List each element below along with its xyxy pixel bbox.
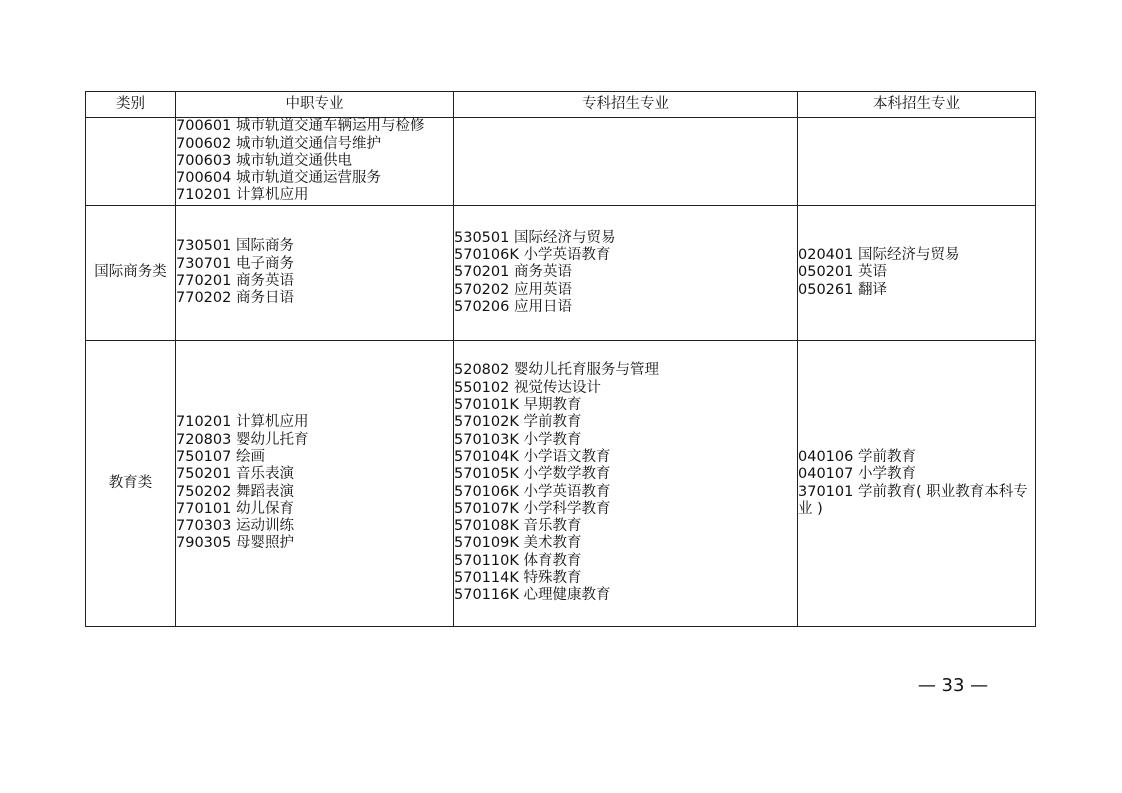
list-item: 570102K 学前教育 bbox=[454, 414, 582, 431]
list-item: 570206 应用日语 bbox=[454, 298, 572, 315]
undergraduate-cell bbox=[798, 118, 1036, 206]
header-junior-college: 专科招生专业 bbox=[454, 92, 798, 118]
undergraduate-cell bbox=[798, 341, 1036, 627]
list-item: 550102 视觉传达设计 bbox=[454, 379, 601, 396]
table-row bbox=[86, 341, 1036, 627]
list-item: 570110K 体育教育 bbox=[454, 552, 582, 569]
list-item: 040107 小学教育 bbox=[798, 466, 916, 483]
table-row bbox=[86, 118, 1036, 206]
list-item: 570114K 特殊教育 bbox=[454, 569, 582, 586]
category-cell: 教育类 bbox=[86, 341, 176, 627]
list-item: 790305 母婴照护 bbox=[176, 535, 294, 552]
list-item: 710201 计算机应用 bbox=[176, 414, 309, 431]
list-item: 050261 翻译 bbox=[798, 281, 887, 298]
list-item: 710201 计算机应用 bbox=[176, 187, 309, 204]
list-item: 570201 商务英语 bbox=[454, 264, 572, 281]
list-item: 020401 国际经济与贸易 bbox=[798, 247, 960, 264]
list-item: 050201 英语 bbox=[798, 264, 887, 281]
list-item: 730701 电子商务 bbox=[176, 255, 294, 272]
list-item: 570109K 美术教育 bbox=[454, 535, 582, 552]
list-item: 700602 城市轨道交通信号维护 bbox=[176, 135, 381, 152]
junior-college-cell bbox=[454, 118, 798, 206]
table-header-row bbox=[86, 92, 1036, 118]
list-item: 770303 运动训练 bbox=[176, 518, 294, 535]
list-item: 570108K 音乐教育 bbox=[454, 518, 582, 535]
major-table bbox=[85, 91, 1036, 627]
list-item: 530501 国际经济与贸易 bbox=[454, 229, 616, 246]
list-item: 720803 婴幼儿托育 bbox=[176, 431, 309, 448]
table-row bbox=[86, 206, 1036, 341]
secondary-cell bbox=[176, 341, 454, 627]
undergraduate-cell bbox=[798, 206, 1036, 341]
secondary-cell bbox=[176, 118, 454, 206]
list-item: 700603 城市轨道交通供电 bbox=[176, 152, 352, 169]
list-item: 570104K 小学语文教育 bbox=[454, 448, 611, 465]
secondary-cell bbox=[176, 206, 454, 341]
list-item: 370101 学前教育( 职业教育本科专业 ) bbox=[798, 483, 1028, 517]
list-item: 570105K 小学数学教育 bbox=[454, 466, 611, 483]
list-item: 770201 商务英语 bbox=[176, 273, 294, 289]
list-item: 570106K 小学英语教育 bbox=[454, 483, 611, 500]
list-item: 700604 城市轨道交通运营服务 bbox=[176, 170, 381, 187]
header-secondary: 中职专业 bbox=[176, 92, 454, 118]
list-item: 770101 幼儿保育 bbox=[176, 500, 294, 517]
list-item: 750201 音乐表演 bbox=[176, 466, 294, 483]
category-cell: 国际商务类 bbox=[86, 206, 176, 341]
list-item: 700601 城市轨道交通车辆运用与检修 bbox=[176, 118, 425, 135]
list-item: 750107 绘画 bbox=[176, 448, 265, 465]
list-item: 570116K 心理健康教育 bbox=[454, 587, 611, 604]
list-item: 520802 婴幼儿托育服务与管理 bbox=[454, 362, 659, 379]
junior-college-cell bbox=[454, 206, 798, 341]
junior-college-cell bbox=[454, 341, 798, 627]
page-number: — 33 — bbox=[917, 675, 989, 696]
list-item: 570107K 小学科学教育 bbox=[454, 500, 611, 517]
list-item: 570202 应用英语 bbox=[454, 281, 572, 298]
list-item: 570101K 早期教育 bbox=[454, 397, 582, 414]
list-item: 040106 学前教育 bbox=[798, 448, 916, 465]
list-item: 730501 国际商务 bbox=[176, 238, 294, 255]
list-item: 770202 商务日语 bbox=[176, 290, 294, 307]
list-item: 570103K 小学教育 bbox=[454, 431, 582, 448]
header-category: 类别 bbox=[86, 92, 176, 118]
list-item: 750202 舞蹈表演 bbox=[176, 483, 294, 500]
category-cell bbox=[86, 118, 176, 206]
list-item: 570106K 小学英语教育 bbox=[454, 247, 611, 264]
header-undergraduate: 本科招生专业 bbox=[798, 92, 1036, 118]
